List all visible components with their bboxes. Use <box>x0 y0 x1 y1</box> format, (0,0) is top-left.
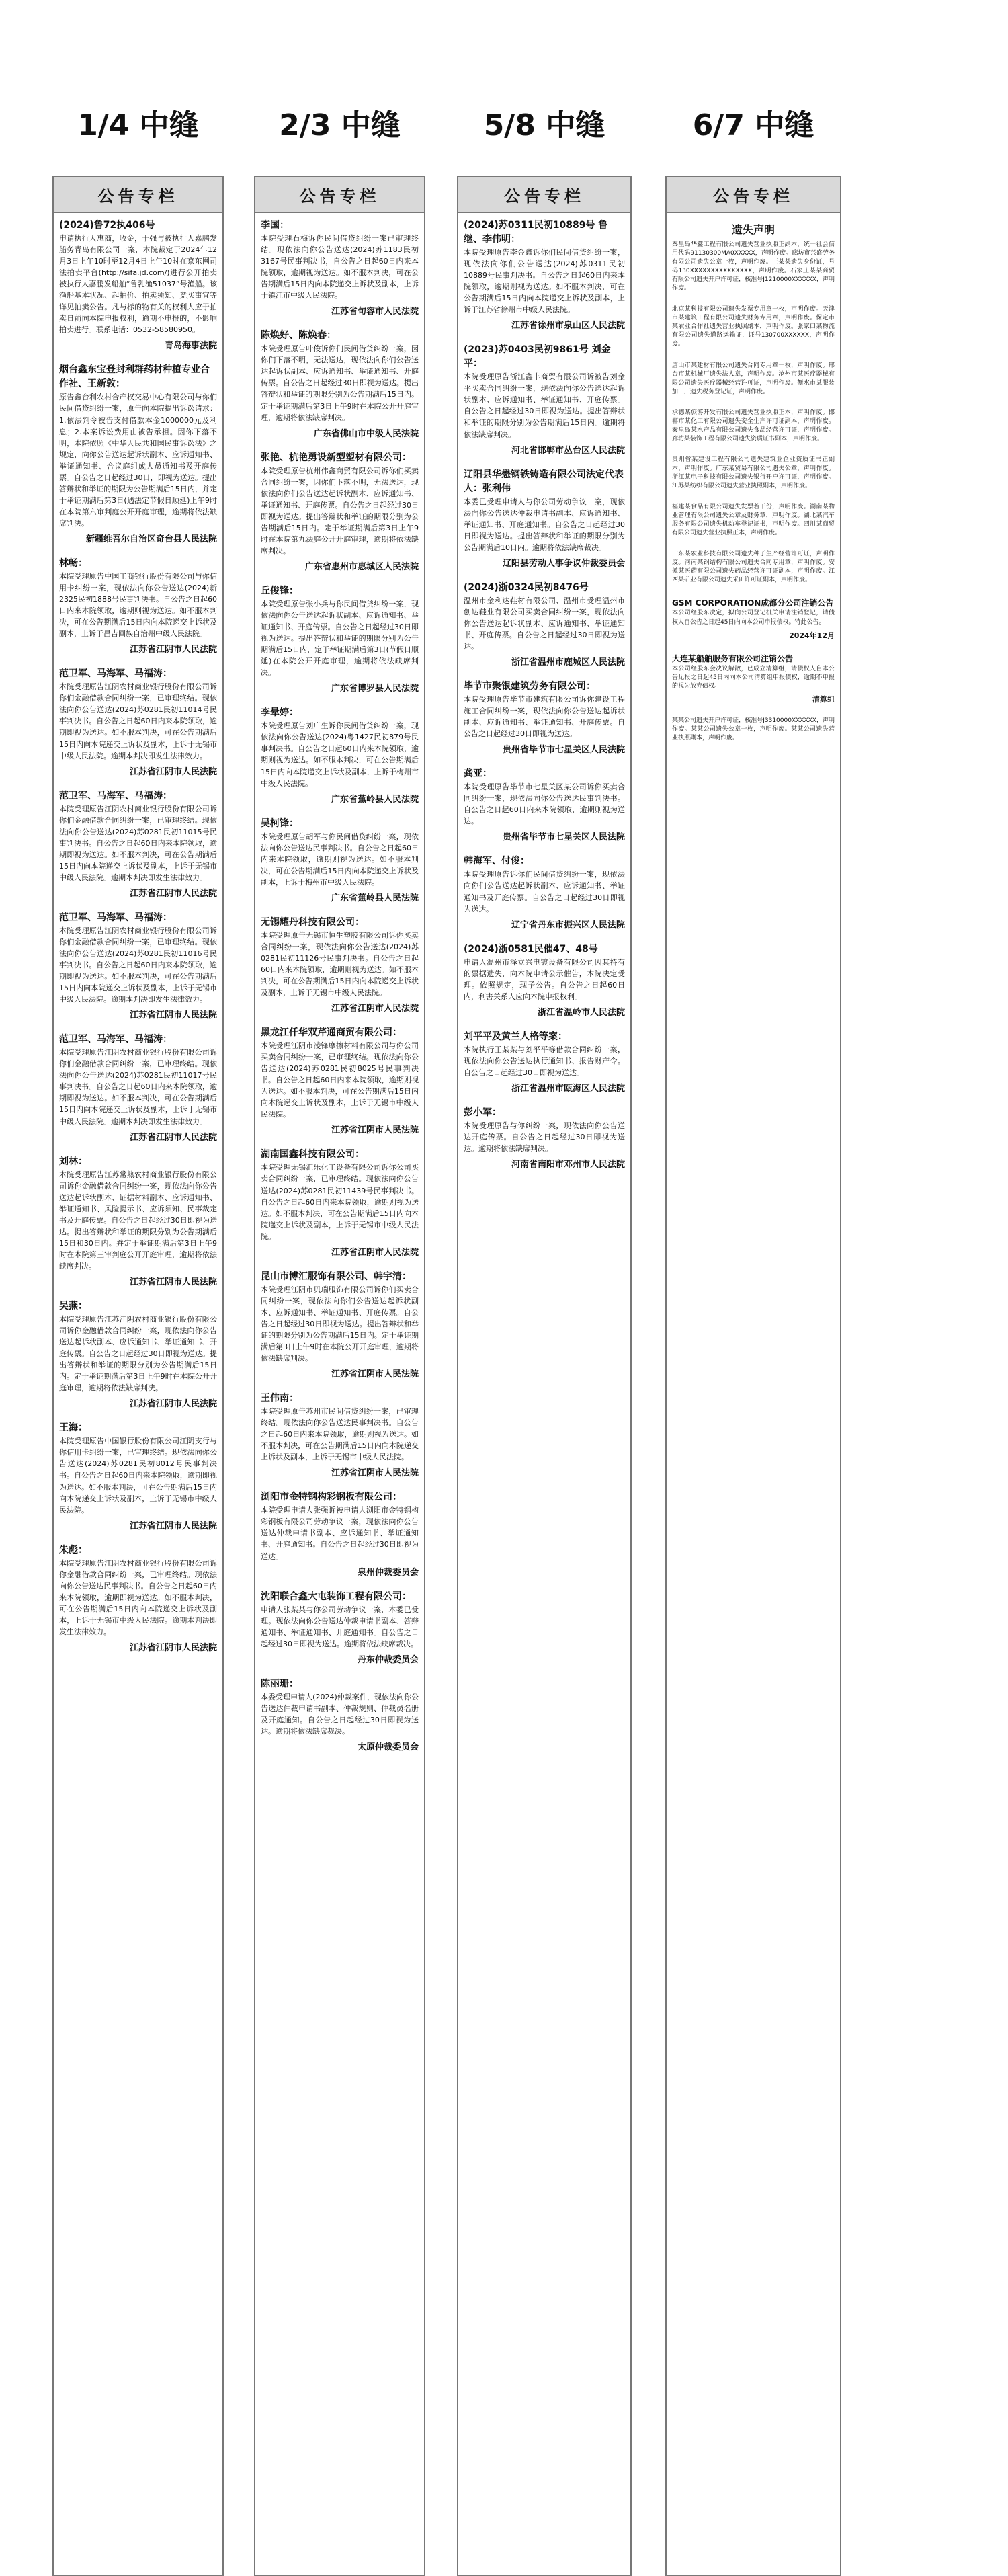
notice-item <box>59 218 217 351</box>
notice-box <box>52 176 224 2576</box>
notice-body: 原告鑫台利农村合产权交易中心有限公司与你们民间借贷纠纷一案，原告向本院提出诉讼请求：1.依法判令被告支付借款本金1000000元及利息；2.本案诉讼费用由被告承担。因你下落不明，本院依照《中华人民共和国民事诉讼法》之规定，向你公告送达起诉状副本、应诉通知书、举证通知书、合议庭组成人员通知书及开庭传票。自公告之日起经过30日，即视为送达。提出答辩状和举证的期限为公告期满后15日内，并定于举证期满后第3日(遇法定节假日顺延)上午9时在本院第六审判庭公开开庭审理，逾期将依法缺席判决。 <box>59 393 217 528</box>
notice-title: (2024)浙0324民初8476号 <box>464 581 589 593</box>
notice-item <box>672 362 835 397</box>
notice-signature: 江苏省江阴市人民法院 <box>129 888 217 899</box>
notice-title: 黑龙江仟华双芹通商贸有限公司： <box>261 1027 402 1039</box>
notice-body: 本院受理原告江阴农村商业银行股份有限公司诉你们金融借款合同纠纷一案，已审理终结。现依法向你公告送达(2024)苏0281民初11014号民事判决书。自公告之日起60日内来本院领取，逾期即视为送达。如不服本判决，可在公告期满后15日内向本院递交上诉状及副本，上诉于无锡市中级人民法院。逾期本判决即发生法律效力。 <box>59 682 217 760</box>
notice-title: 陈丽珊： <box>261 1678 298 1689</box>
notice-item <box>672 409 835 444</box>
notice-item <box>261 1026 419 1135</box>
notice-item <box>261 1590 419 1665</box>
notice-item <box>464 581 625 668</box>
notice-title: 沈阳联合鑫大屯装饰工程有限公司： <box>261 1591 411 1602</box>
notice-body: 本公司经股东决定，拟向公司登记机关申请注销登记，请债权人自公告之日起45日内向本公司申报债权。特此公告。 <box>672 610 835 626</box>
notice-signature: 广东省博罗县人民法院 <box>331 684 419 694</box>
notice-signature: 浙江省温岭市人民法院 <box>537 1007 625 1018</box>
notice-box-header: 公告专栏 <box>255 177 424 213</box>
notice-body: 某某公司遗失开户许可证，核准号J3310000XXXXXX，声明作废。某某公司遗失公章一枚，声明作废。某某公司遗失营业执照副本，声明作废。 <box>672 717 835 741</box>
notice-title: 吴柯锋： <box>261 817 298 829</box>
notice-body: 本院受理无锡汇乐化工设备有限公司诉你公司买卖合同纠纷一案，已审理终结。现依法向你公告送达(2024)苏0281民初11439号民事判决书。自公告之日起60日内来本院领取，逾期则视为送达。如不服本判决，可在公告期满后15日内向本院递交上诉状及副本，上诉于无锡市中级人民法院。 <box>261 1163 419 1241</box>
notice-item <box>59 789 217 899</box>
notice-title: 毕节市聚银建筑劳务有限公司： <box>464 681 595 692</box>
notice-body: 本委已受理申请人与你公司劳动争议一案，现依法向你公告送达仲裁申请书副本、应诉通知书、举证通知书、开庭通知书。自公告之日起经过30日即视为送达。提出答辩状和举证的期限分别为公告期满后10日内。逾期将依法缺席裁决。 <box>464 497 625 552</box>
notice-title: GSM CORPORATION成都分公司注销公告 <box>672 598 834 608</box>
notice-item <box>59 557 217 655</box>
notice-body: 本院受理原告毕节市建筑有限公司诉你建设工程施工合同纠纷一案，现依法向你公告送达起诉状副本、应诉通知书、举证通知书、开庭传票。自公告之日起经过30日即视为送达。 <box>464 695 625 739</box>
notice-title: (2024)浙0581民催47、48号 <box>464 943 598 955</box>
column-4 <box>665 101 841 2576</box>
notice-body: 秦皇岛华鑫工程有限公司遗失营业执照正副本，统一社会信用代码91130300MA0XXXXX，声明作废。廊坊市兴盛劳务有限公司遗失公章一枚，声明作废。王某某遗失身份证，号码130XXXXXXXXXXXXXXX，声明作废。石家庄某某商贸有限公司遗失开户许可证，核准号J1210000XXXXXX，声明作废。 <box>672 241 835 292</box>
notice-body: 本院受理申请人张强诉被申请人浏阳市金特钢构彩钢板有限公司劳动争议一案，现依法向你公告送达仲裁申请书副本、应诉通知书、举证通知书、开庭通知书。自公告之日起经过30日即视为送达。 <box>261 1506 419 1561</box>
notice-item <box>59 1155 217 1287</box>
notice-signature: 河北省邯郸市丛台区人民法院 <box>511 445 625 456</box>
column-2 <box>254 101 425 2576</box>
notice-body: 本院受理原告江苏常熟农村商业银行股份有限公司诉你金融借款合同纠纷一案，现依法向你公告送达起诉状副本、证据材料副本、应诉通知书、举证通知书、风险提示书、应诉须知、民事裁定书及开庭传票。自公告之日起经过30日即视为送达。提出答辩状和举证的期限分别为公告期满后15日和30日内。并定于举证期满后第3日上午9时在本院第三审判庭公开开庭审理，逾期将依法缺席判决。 <box>59 1170 217 1271</box>
notice-body: 本院受理江阴市凌锋摩擦材料有限公司与你公司买卖合同纠纷一案，已审理终结。现依法向你公告送达(2024)苏0281民初8025号民事判决书。自公告之日起60日内来本院领取，逾期则视为送达。如不服本判决，可在公告期满后15日内向本院递交上诉状及副本，上诉于无锡市中级人民法院。 <box>261 1041 419 1119</box>
notice-title: (2023)苏0403民初9861号 刘金平： <box>464 344 611 370</box>
notice-title: 韩海军、付俊： <box>464 856 530 867</box>
notice-signature: 广东省蕉岭县人民法院 <box>331 794 419 805</box>
notice-title: 浏阳市金特钢构彩钢板有限公司： <box>261 1492 402 1503</box>
notice-title: (2024)鲁72执406号 <box>59 220 155 231</box>
notice-item <box>261 1270 419 1379</box>
notice-body: 本院执行王某某与刘平平等借款合同纠纷一案，现依法向你公告送达执行通知书、报告财产令。自公告之日起经过30日即视为送达。 <box>464 1045 625 1077</box>
notice-body: 本院受理原告江苏江阴农村商业银行股份有限公司诉你金融借款合同纠纷一案，现依法向你公告送达起诉状副本、应诉通知书、举证通知书、开庭传票。自公告之日起经过30日即视为送达。提出答辩状和举证的期限分别为公告期满后15日内。定于举证期满后第3日上午9时在本院公开开庭审理，逾期将依法缺席判决。 <box>59 1315 217 1393</box>
notice-signature: 江苏省句容市人民法院 <box>331 307 419 317</box>
notice-box <box>254 176 425 2576</box>
notice-body: 申请人张某某与你公司劳动争议一案，本委已受理。现依法向你公告送达仲裁申请书副本、答辩通知书、举证通知书、开庭通知书。自公告之日起经过30日即视为送达。逾期将依法缺席裁决。 <box>261 1605 419 1648</box>
column-3 <box>457 101 632 2576</box>
notice-signature: 辽宁省丹东市振兴区人民法院 <box>511 920 625 930</box>
notice-title: 刘林： <box>59 1156 87 1167</box>
notice-list <box>458 213 630 1170</box>
notice-body: 本院受理原告江阴农村商业银行股份有限公司诉你们金融借款合同纠纷一案，已审理终结。现依法向你公告送达(2024)苏0281民初11017号民事判决书。自公告之日起60日内来本院领取，逾期即视为送达。如不服本判决，可在公告期满后15日内向本院递交上诉状及副本，上诉于无锡市中级人民法院。逾期本判决即发生法律效力。 <box>59 1048 217 1126</box>
notice-item <box>261 916 419 1014</box>
notice-title: 李晕婷： <box>261 707 298 719</box>
notice-body: 本院受理原告张小兵与你民间借贷纠纷一案，现依法向你公告送达起诉状副本、应诉通知书、举证通知书、开庭传票。自公告之日起经过30日即视为送达。提出答辩状和举证的期限分别为公告期满后15日内，定于举证期满后第3日(节假日顺延)在本院公开开庭审理，逾期将依法缺席判决。 <box>261 599 419 678</box>
notice-title: 龚亚： <box>464 768 492 780</box>
column-title: 1/4 中缝 <box>77 108 199 143</box>
notice-item <box>261 329 419 438</box>
notice-item <box>59 667 217 776</box>
notice-body: 本院受理原告与你纠纷一案，现依法向你公告送达开庭传票。自公告之日起经过30日即视为送达。逾期将依法缺席判决。 <box>464 1121 625 1154</box>
notice-signature: 贵州省毕节市七星关区人民法院 <box>502 745 625 756</box>
notice-item <box>464 854 625 930</box>
notice-signature: 江苏省江阴市人民法院 <box>331 1125 419 1136</box>
notice-signature: 江苏省江阴市人民法院 <box>331 1004 419 1014</box>
notice-title: 湖南国鑫科技有限公司： <box>261 1149 364 1160</box>
notice-box-header: 公告专栏 <box>458 177 630 213</box>
notice-item <box>464 218 625 331</box>
notice-signature: 太原仲裁委员会 <box>357 1742 419 1753</box>
notice-item <box>261 1677 419 1753</box>
notice-item <box>464 767 625 842</box>
notice-body: 本院受理原告诉你们民间借贷纠纷一案，现依法向你们公告送达起诉状副本、应诉通知书、举证通知书及开庭传票。自公告之日起经过30日即视为送达。 <box>464 870 625 914</box>
notice-item <box>464 942 625 1018</box>
notice-signature: 泉州仲裁委员会 <box>357 1567 419 1578</box>
notice-item <box>261 218 419 317</box>
notice-signature: 广东省佛山市中级人民法院 <box>313 428 419 439</box>
notice-item <box>464 1030 625 1094</box>
column-title: 6/7 中缝 <box>692 108 814 143</box>
notice-title: 刘平平及黄兰人格等案： <box>464 1031 567 1042</box>
notice-body: 本院受理原告刘广生诉你民间借贷纠纷一案，现依法向你公告送达(2024)粤1427民初879号民事判决书。自公告之日起60日内来本院领取，逾期则视为送达。如不服本判决，可在公告期满后15日内向本院递交上诉状及副本，上诉于梅州市中级人民法院。 <box>261 721 419 788</box>
notice-title: 范卫军、马海军、马福涛： <box>59 1034 172 1045</box>
column-1 <box>52 101 224 2576</box>
notice-item <box>59 1421 217 1531</box>
notice-signature: 贵州省毕节市七星关区人民法院 <box>502 832 625 843</box>
notice-item <box>261 1490 419 1577</box>
notice-body: 申请执行人惠商，收金，于强与被执行人嘉鹏发船务青岛有限公司一案，本院裁定于2024年12月3日上午10时至12月4日上午10时在京东网司法拍卖平台(http://sifa.jd.com/)进行公开拍卖被执行人嘉鹏发船舶“鲁乳渔51037”号渔船。该渔船基本状况、起拍价、拍卖须知、竞买事宜等详见拍卖公告。凡与标的物有关的权利人应于拍卖日前向本院申报权利，逾期不申报的，不影响拍卖进行。联系电话：0532-58580950。 <box>59 234 217 335</box>
notice-body: 山东某农业科技有限公司遗失种子生产经营许可证，声明作废。河南某钢结构有限公司遗失合同专用章，声明作废。安徽某医药有限公司遗失药品经营许可证副本，声明作废。江西某矿业有限公司遗失采矿许可证副本，声明作废。 <box>672 551 835 584</box>
notice-signature: 江苏省江阴市人民法院 <box>129 1521 217 1531</box>
notice-item <box>59 1299 217 1409</box>
section-heading: 遗失声明 <box>731 223 775 236</box>
notice-title: 范卫军、马海军、马福涛： <box>59 668 172 680</box>
notice-body: 申请人温州市泽立兴电镀设备有限公司因其持有的票据遗失，向本院申请公示催告，本院决定受理。依照规定，现予公告。自公告之日起60日内，利害关系人应向本院申报权利。 <box>464 957 625 1001</box>
notice-signature: 河南省南阳市邓州市人民法院 <box>511 1160 625 1170</box>
notice-body: 本院受理原告浙江鑫丰商贸有限公司诉被告刘金平买卖合同纠纷一案，现依法向你公告送达起诉状副本、应诉通知书、举证通知书、开庭传票。自公告之日起经过30日即视为送达。提出答辩状和举证的期限分别为公告期满后15日内。逾期将依法缺席判决。 <box>464 372 625 439</box>
notice-body: 本院受理原告中国银行股份有限公司江阴支行与你信用卡纠纷一案，已审理终结。现依法向你公告送达(2024)苏0281民初8012号民事判决书。自公告之日起60日内来本院领取，逾期即视为送达。如不服本判决，可在公告期满后15日内向本院递交上诉状及副本，上诉于无锡市中级人民法院。 <box>59 1437 217 1515</box>
notice-signature: 丹东仲裁委员会 <box>357 1654 419 1665</box>
notice-body: 贵州省某建设工程有限公司遗失建筑业企业资质证书正副本，声明作废。广东某贸易有限公司遗失公章，声明作废。浙江某电子科技有限公司遗失银行开户许可证，声明作废。江苏某纺织有限公司遗失营业执照副本，声明作废。 <box>672 456 835 490</box>
notice-signature: 江苏省江阴市人民法院 <box>129 1010 217 1021</box>
notice-item <box>672 456 835 491</box>
notice-item <box>672 717 835 743</box>
notice-title: 吴燕： <box>59 1301 87 1312</box>
notice-box <box>457 176 632 2576</box>
notice-signature: 2024年12月 <box>789 631 835 640</box>
notice-item <box>261 451 419 572</box>
notice-item <box>672 305 835 349</box>
notice-signature: 江苏省江阴市人民法院 <box>129 766 217 777</box>
notice-body: 本院受理原告叶俊诉你们民间借贷纠纷一案，因你们下落不明，无法送达，现依法向你们公告送达起诉状副本、应诉通知书、举证通知书、开庭传票。自公告之日起经过30日即视为送达。提出答辩状和举证的期限分别为公告期满后15日内。定于举证期满后第3日上午9时在本院公开开庭审理，逾期将依法缺席判决。 <box>261 344 419 422</box>
notice-signature: 江苏省江阴市人民法院 <box>129 1642 217 1653</box>
notice-item <box>464 343 625 455</box>
notice-body: 本院受理原告杭州伟鑫商贸有限公司诉你们买卖合同纠纷一案，因你们下落不明，无法送达，现依法向你们公告送达起诉状副本、应诉通知书、举证通知书、开庭传票。自公告之日起经过30日即视为送达。提出答辩状和举证的期限分别为公告期满后15日内。定于举证期满后第3日上午9时在本院第九法庭公开开庭审理，逾期将依法缺席判决。 <box>261 466 419 555</box>
notice-signature: 广东省蕉岭县人民法院 <box>331 893 419 903</box>
notice-item <box>672 653 835 705</box>
notice-item <box>464 1106 625 1170</box>
notice-item <box>261 584 419 694</box>
notice-item <box>59 1543 217 1653</box>
notice-body: 本院受理原告胡军与你民间借贷纠纷一案，现依法向你公告送达民事判决书。自公告之日起60日内来本院领取，逾期则视为送达。如不服本判决，可在公告期满后15日内向本院递交上诉状及副本，上诉于梅州市中级人民法院。 <box>261 832 419 887</box>
notice-item <box>464 468 625 569</box>
notice-item <box>672 241 835 293</box>
notice-item <box>672 550 835 585</box>
notice-body: 本院受理石梅诉你民间借贷纠纷一案已审理终结。现依法向你公告送达(2024)苏1183民初3167号民事判决书，自公告之日起60日内来本院领取，逾期视为送达。如不服本判决，可在公告期满后15日内向本院递交上诉状及副本，上诉于镇江市中级人民法院。 <box>261 234 419 300</box>
notice-signature: 广东省惠州市惠城区人民法院 <box>304 561 419 572</box>
notice-signature: 江苏省徐州市泉山区人民法院 <box>511 321 625 331</box>
notice-body: 本院受理原告毕节市七星关区某公司诉你买卖合同纠纷一案，现依法向你公告送达民事判决书。自公告之日起60日内来本院领取，逾期则视为送达。 <box>464 782 625 826</box>
notice-body: 北京某科技有限公司遗失发票专用章一枚，声明作废。天津市某建筑工程有限公司遗失财务专用章，声明作废。保定市某农业合作社遗失营业执照副本，声明作废。张家口某物流有限公司遗失道路运输证，证号130700XXXXXX，声明作废。 <box>672 306 835 348</box>
notice-signature: 江苏省江阴市人民法院 <box>331 1369 419 1380</box>
notice-title: 烟台鑫东宝登封利群药材种植专业合作社、王新敦： <box>59 364 210 390</box>
notice-body: 本院受理原告江阴农村商业银行股份有限公司诉你们金融借款合同纠纷一案，已审理终结。现依法向你公告送达(2024)苏0281民初11015号民事判决书。自公告之日起60日内来本院领取，逾期即视为送达。如不服本判决，可在公告期满后15日内向本院递交上诉状及副本，上诉于无锡市中级人民法院。逾期本判决即发生法律效力。 <box>59 804 217 882</box>
notice-body: 本院受理原告江阴农村商业银行股份有限公司诉你金融借款合同纠纷一案，已审理终结。现依法向你公告送达民事判决书。自公告之日起60日内来本院领取，逾期即视为送达。如不服本判决，可在公告期满后15日内向本院递交上诉状及副本，上诉于无锡市中级人民法院。逾期本判决即发生法律效力。 <box>59 1558 217 1636</box>
notice-signature: 江苏省江阴市人民法院 <box>129 645 217 655</box>
notice-list <box>255 213 424 1753</box>
notice-body: 本院受理原告中国工商银行股份有限公司与你信用卡纠纷一案，现依法向你公告送达(2024)新2325民初1888号民事判决书。自公告之日起60日内来本院领取，逾期则视为送达。如不服本判决，可在公告期满后15日内向本院递交上诉状及副本，上诉于昌吉回族自治州中级人民法院。 <box>59 571 217 639</box>
notice-body: 唐山市某建材有限公司遗失合同专用章一枚，声明作废。邢台市某机械厂遗失法人章，声明作废。沧州市某医疗器械有限公司遗失医疗器械经营许可证，声明作废。衡水市某服装加工厂遗失税务登记证，声明作废。 <box>672 362 835 395</box>
notice-title: 王海： <box>59 1422 87 1434</box>
notice-title: 张艳、杭艳勇设新型塑材有限公司： <box>261 452 411 463</box>
notice-title: 范卫军、马海军、马福涛： <box>59 912 172 923</box>
notice-item <box>261 706 419 804</box>
notice-signature: 清算组 <box>812 694 835 704</box>
column-title: 2/3 中缝 <box>279 108 401 143</box>
notice-body: 承德某旅游开发有限公司遗失营业执照正本，声明作废。邯郸市某化工有限公司遗失安全生产许可证副本，声明作废。秦皇岛某水产品有限公司遗失食品经营许可证，声明作废。廊坊某装饰工程有限公司遗失资质证书副本，声明作废。 <box>672 409 835 442</box>
notice-title: 林畅： <box>59 557 87 569</box>
notice-title: 李国： <box>261 220 289 231</box>
notice-body: 本院受理原告李金鑫诉你们民间借贷纠纷一案，现依法向你们公告送达(2024)苏0311民初10889号民事判决书。自公告之日起60日内来本院领取，逾期则视为送达。如不服本判决，可在公告期满后15日内向本院递交上诉状及副本，上诉于江苏省徐州市中级人民法院。 <box>464 248 625 315</box>
notice-item <box>59 1033 217 1142</box>
notice-signature: 江苏省江阴市人民法院 <box>129 1132 217 1143</box>
notice-title: 无锡耀丹科技有限公司： <box>261 916 364 928</box>
notice-box <box>665 176 841 2576</box>
notice-item <box>59 911 217 1020</box>
notice-item <box>261 1148 419 1257</box>
notice-item <box>59 363 217 545</box>
notice-signature: 青岛海事法院 <box>164 341 217 352</box>
notice-title: 辽阳县华懋钢铁铸造有限公司法定代表人：张利伟 <box>464 469 624 494</box>
notice-body: 本院受理原告无锡市恒生塑胶有限公司诉你买卖合同纠纷一案，现依法向你公告送达(2024)苏0281民初11126号民事判决书。自公告之日起60日内来本院领取，逾期则视为送达。如不服本判决，可在公告期满后15日内向本院递交上诉状及副本，上诉于无锡市中级人民法院。 <box>261 930 419 998</box>
notice-body: 本委受理申请人(2024)仲裁案件，现依法向你公告送达仲裁申请书副本、仲裁规则、仲裁员名册及开庭通知。自公告之日起经过30日即视为送达。逾期将依法缺席裁决。 <box>261 1692 419 1736</box>
notice-title: 大连某船舶服务有限公司注销公告 <box>672 653 794 663</box>
notice-item <box>672 503 835 538</box>
notice-body: 本院受理原告苏州市民间借贷纠纷一案，已审理终结。现依法向你公告送达民事判决书。自公告之日起60日内来本院领取，逾期则视为送达。如不服本判决，可在公告期满后15日内向本院递交上诉状及副本，上诉于无锡市中级人民法院。 <box>261 1407 419 1462</box>
notice-body: 福建某食品有限公司遗失发票若干份，声明作废。湖南某物业管理有限公司遗失公章及财务章，声明作废。湖北某汽车服务有限公司遗失机动车登记证书，声明作废。四川某商贸有限公司遗失营业执照正本，声明作废。 <box>672 504 835 537</box>
notice-signature: 江苏省江阴市人民法院 <box>331 1468 419 1479</box>
notice-title: 陈焕好、陈焕春： <box>261 330 336 341</box>
notice-signature: 浙江省温州市鹿城区人民法院 <box>511 657 625 668</box>
notice-box-header: 公告专栏 <box>667 177 840 213</box>
notice-title: 范卫军、马海军、马福涛： <box>59 790 172 801</box>
notice-body: 本院受理江阴市贝瑞服饰有限公司诉你们买卖合同纠纷一案，现依法向你们公告送达起诉状副本、应诉通知书、举证通知书、开庭传票。自公告之日起经过30日即视为送达。提出答辩状和举证的期限分别为公告期满后15日内。定于举证期满后第3日上午9时在本院公开开庭审理，逾期将依法缺席判决。 <box>261 1285 419 1363</box>
notice-list <box>667 213 840 743</box>
column-title: 5/8 中缝 <box>483 108 605 143</box>
notice-signature: 江苏省江阴市人民法院 <box>331 1247 419 1258</box>
notice-signature: 江苏省江阴市人民法院 <box>129 1399 217 1410</box>
notice-title: (2024)苏0311民初10889号 鲁继、李伟明： <box>464 220 608 245</box>
notice-item <box>464 680 625 755</box>
notice-title: 王伟南： <box>261 1393 298 1404</box>
notice-body: 温州市金利达鞋材有限公司、温州市受理温州市创达鞋业有限公司买卖合同纠纷一案，现依法向你公告送达起诉状副本、应诉通知书、举证通知书、开庭传票。自公告之日起经过30日即视为送达。 <box>464 596 625 651</box>
notice-box-header: 公告专栏 <box>54 177 222 213</box>
notice-signature: 江苏省江阴市人民法院 <box>129 1277 217 1287</box>
notice-title: 朱彪： <box>59 1544 87 1556</box>
notice-signature: 浙江省温州市瓯海区人民法院 <box>511 1083 625 1094</box>
notice-item <box>672 597 835 640</box>
notice-item <box>261 1392 419 1478</box>
notice-item <box>261 817 419 903</box>
notice-title: 彭小军： <box>464 1106 501 1118</box>
notice-signature: 辽阳县劳动人事争议仲裁委员会 <box>502 558 625 569</box>
notice-list <box>54 213 222 1653</box>
notice-body: 本公司经股东会决议解散，已成立清算组，请债权人自本公告见报之日起45日内向本公司清算组申报债权，逾期不申报的视为放弃债权。 <box>672 665 835 690</box>
notice-signature: 新疆维吾尔自治区奇台县人民法院 <box>85 534 217 545</box>
notice-title: 昆山市博汇服饰有限公司、韩宇清： <box>261 1271 411 1282</box>
notice-title: 丘俊锋： <box>261 585 298 596</box>
notice-body: 本院受理原告江阴农村商业银行股份有限公司诉你们金融借款合同纠纷一案，已审理终结。现依法向你公告送达(2024)苏0281民初11016号民事判决书。自公告之日起60日内来本院领取，逾期即视为送达。如不服本判决，可在公告期满后15日内向本院递交上诉状及副本，上诉于无锡市中级人民法院。逾期本判决即发生法律效力。 <box>59 926 217 1004</box>
